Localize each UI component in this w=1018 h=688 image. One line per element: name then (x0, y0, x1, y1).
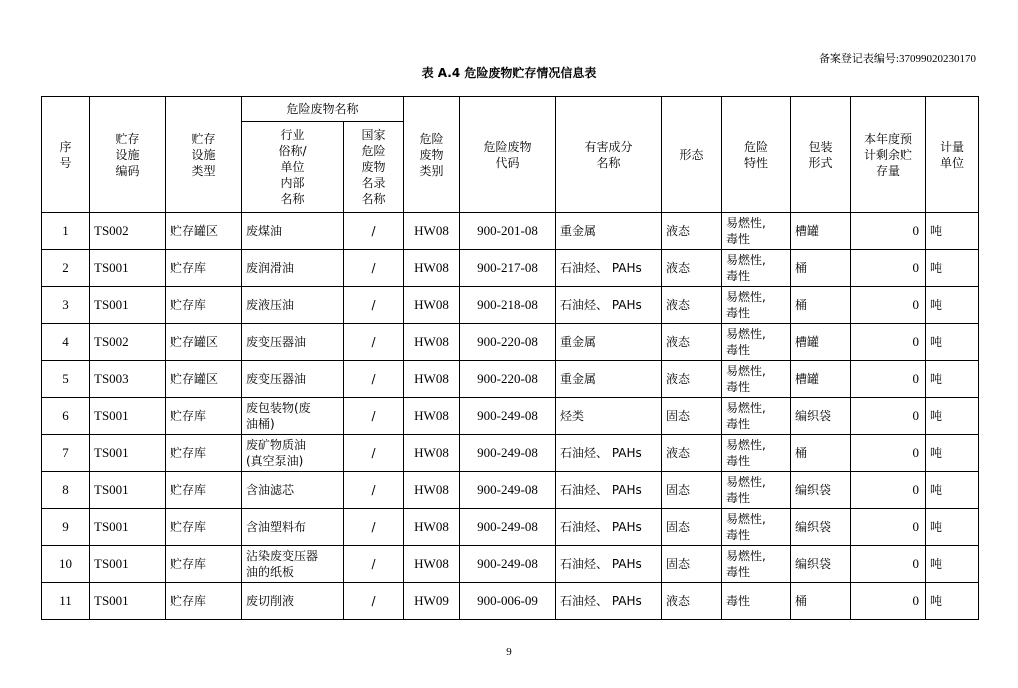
category-cell: HW08 (404, 250, 460, 287)
form-cell: 液态 (662, 287, 722, 324)
seq-cell: 8 (42, 472, 90, 509)
packaging-cell: 槽罐 (791, 213, 851, 250)
property-cell: 毒性 (722, 583, 791, 620)
packaging-cell: 编织袋 (791, 472, 851, 509)
facility-type-cell: 贮存库 (166, 435, 242, 472)
national-name-cell: / (344, 398, 404, 435)
industry-name-cell: 废煤油 (242, 213, 344, 250)
facility-code-cell: TS001 (90, 583, 166, 620)
remaining-cell: 0 (851, 361, 926, 398)
table-row (42, 435, 979, 472)
national-name-cell: / (344, 546, 404, 583)
header-seq: 序 号 (42, 97, 90, 213)
code-cell: 900-220-08 (460, 361, 556, 398)
unit-cell: 吨 (926, 398, 979, 435)
code-cell: 900-217-08 (460, 250, 556, 287)
table-row (42, 287, 979, 324)
table-row (42, 509, 979, 546)
facility-code-cell: TS003 (90, 361, 166, 398)
facility-type-cell: 贮存库 (166, 546, 242, 583)
table-row (42, 546, 979, 583)
unit-cell: 吨 (926, 509, 979, 546)
property-cell: 易燃性, 毒性 (722, 287, 791, 324)
category-cell: HW08 (404, 324, 460, 361)
harmful-cell: 石油烃、 PAHs (556, 583, 662, 620)
unit-cell: 吨 (926, 435, 979, 472)
seq-cell: 10 (42, 546, 90, 583)
property-cell: 易燃性, 毒性 (722, 546, 791, 583)
packaging-cell: 桶 (791, 583, 851, 620)
remaining-cell: 0 (851, 398, 926, 435)
harmful-cell: 石油烃、 PAHs (556, 509, 662, 546)
facility-code-cell: TS001 (90, 398, 166, 435)
code-cell: 900-249-08 (460, 472, 556, 509)
table-body (42, 213, 979, 620)
packaging-cell: 桶 (791, 287, 851, 324)
national-name-cell: / (344, 250, 404, 287)
facility-code-cell: TS002 (90, 213, 166, 250)
header-code: 危险废物 代码 (460, 97, 556, 213)
unit-cell: 吨 (926, 583, 979, 620)
header-waste-name-group: 危险废物名称 (242, 97, 404, 122)
unit-cell: 吨 (926, 250, 979, 287)
form-cell: 液态 (662, 583, 722, 620)
harmful-cell: 重金属 (556, 361, 662, 398)
facility-code-cell: TS001 (90, 472, 166, 509)
seq-cell: 1 (42, 213, 90, 250)
facility-code-cell: TS001 (90, 509, 166, 546)
remaining-cell: 0 (851, 287, 926, 324)
category-cell: HW08 (404, 213, 460, 250)
property-cell: 易燃性, 毒性 (722, 361, 791, 398)
facility-type-cell: 贮存库 (166, 472, 242, 509)
facility-type-cell: 贮存库 (166, 398, 242, 435)
unit-cell: 吨 (926, 472, 979, 509)
seq-cell: 7 (42, 435, 90, 472)
industry-name-cell: 废润滑油 (242, 250, 344, 287)
facility-code-cell: TS001 (90, 287, 166, 324)
remaining-cell: 0 (851, 435, 926, 472)
harmful-cell: 石油烃、 PAHs (556, 546, 662, 583)
registration-number: 备案登记表编号:37099020230170 (818, 53, 976, 65)
code-cell: 900-249-08 (460, 546, 556, 583)
industry-name-cell: 废液压油 (242, 287, 344, 324)
header-packaging: 包装 形式 (791, 97, 851, 213)
seq-cell: 2 (42, 250, 90, 287)
property-cell: 易燃性, 毒性 (722, 472, 791, 509)
industry-name-cell: 含油塑料布 (242, 509, 344, 546)
facility-code-cell: TS001 (90, 546, 166, 583)
unit-cell: 吨 (926, 546, 979, 583)
category-cell: HW08 (404, 361, 460, 398)
unit-cell: 吨 (926, 324, 979, 361)
packaging-cell: 编织袋 (791, 398, 851, 435)
property-cell: 易燃性, 毒性 (722, 435, 791, 472)
facility-type-cell: 贮存库 (166, 509, 242, 546)
remaining-cell: 0 (851, 213, 926, 250)
page-number: 9 (506, 646, 512, 658)
harmful-cell: 石油烃、 PAHs (556, 287, 662, 324)
facility-type-cell: 贮存罐区 (166, 324, 242, 361)
form-cell: 固态 (662, 398, 722, 435)
form-cell: 液态 (662, 324, 722, 361)
packaging-cell: 槽罐 (791, 361, 851, 398)
national-name-cell: / (344, 472, 404, 509)
industry-name-cell: 废切削液 (242, 583, 344, 620)
facility-code-cell: TS002 (90, 324, 166, 361)
harmful-cell: 重金属 (556, 324, 662, 361)
seq-cell: 3 (42, 287, 90, 324)
code-cell: 900-201-08 (460, 213, 556, 250)
form-cell: 液态 (662, 213, 722, 250)
national-name-cell: / (344, 583, 404, 620)
national-name-cell: / (344, 509, 404, 546)
category-cell: HW08 (404, 398, 460, 435)
category-cell: HW08 (404, 435, 460, 472)
code-cell: 900-218-08 (460, 287, 556, 324)
code-cell: 900-006-09 (460, 583, 556, 620)
property-cell: 易燃性, 毒性 (722, 398, 791, 435)
category-cell: HW08 (404, 509, 460, 546)
category-cell: HW08 (404, 546, 460, 583)
table-row (42, 583, 979, 620)
header-form: 形态 (662, 97, 722, 213)
packaging-cell: 槽罐 (791, 324, 851, 361)
seq-cell: 5 (42, 361, 90, 398)
harmful-cell: 石油烃、 PAHs (556, 435, 662, 472)
facility-code-cell: TS001 (90, 435, 166, 472)
industry-name-cell: 废变压器油 (242, 324, 344, 361)
national-name-cell: / (344, 287, 404, 324)
facility-type-cell: 贮存库 (166, 250, 242, 287)
category-cell: HW09 (404, 583, 460, 620)
hazardous-waste-storage-table (41, 96, 979, 620)
unit-cell: 吨 (926, 361, 979, 398)
facility-type-cell: 贮存库 (166, 583, 242, 620)
header-harmful-components: 有害成分 名称 (556, 97, 662, 213)
packaging-cell: 桶 (791, 250, 851, 287)
table-row (42, 472, 979, 509)
unit-cell: 吨 (926, 287, 979, 324)
header-remaining: 本年度预 计剩余贮 存量 (851, 97, 926, 213)
property-cell: 易燃性, 毒性 (722, 213, 791, 250)
form-cell: 固态 (662, 546, 722, 583)
remaining-cell: 0 (851, 472, 926, 509)
header-property: 危险 特性 (722, 97, 791, 213)
packaging-cell: 桶 (791, 435, 851, 472)
property-cell: 易燃性, 毒性 (722, 509, 791, 546)
facility-type-cell: 贮存罐区 (166, 213, 242, 250)
header-national-name: 国家 危险 废物 名录 名称 (344, 122, 404, 213)
national-name-cell: / (344, 324, 404, 361)
table-row (42, 213, 979, 250)
industry-name-cell: 废矿物质油 (真空泵油) (242, 435, 344, 472)
industry-name-cell: 含油滤芯 (242, 472, 344, 509)
remaining-cell: 0 (851, 583, 926, 620)
industry-name-cell: 废包装物(废 油桶) (242, 398, 344, 435)
harmful-cell: 石油烃、 PAHs (556, 472, 662, 509)
seq-cell: 4 (42, 324, 90, 361)
packaging-cell: 编织袋 (791, 546, 851, 583)
harmful-cell: 烃类 (556, 398, 662, 435)
property-cell: 易燃性, 毒性 (722, 250, 791, 287)
code-cell: 900-249-08 (460, 435, 556, 472)
form-cell: 液态 (662, 361, 722, 398)
national-name-cell: / (344, 435, 404, 472)
harmful-cell: 石油烃、 PAHs (556, 250, 662, 287)
remaining-cell: 0 (851, 250, 926, 287)
header-category: 危险 废物 类别 (404, 97, 460, 213)
header-industry-name: 行业 俗称/ 单位 内部 名称 (242, 122, 344, 213)
seq-cell: 11 (42, 583, 90, 620)
remaining-cell: 0 (851, 546, 926, 583)
form-cell: 液态 (662, 435, 722, 472)
header-facility-code: 贮存 设施 编码 (90, 97, 166, 213)
remaining-cell: 0 (851, 324, 926, 361)
facility-code-cell: TS001 (90, 250, 166, 287)
national-name-cell: / (344, 213, 404, 250)
form-cell: 固态 (662, 472, 722, 509)
facility-type-cell: 贮存罐区 (166, 361, 242, 398)
form-cell: 液态 (662, 250, 722, 287)
table-row (42, 398, 979, 435)
code-cell: 900-249-08 (460, 509, 556, 546)
seq-cell: 6 (42, 398, 90, 435)
harmful-cell: 重金属 (556, 213, 662, 250)
table-title: 表 A.4 危险废物贮存情况信息表 (421, 66, 597, 80)
header-unit: 计量 单位 (926, 97, 979, 213)
table-row (42, 324, 979, 361)
unit-cell: 吨 (926, 213, 979, 250)
form-cell: 固态 (662, 509, 722, 546)
remaining-cell: 0 (851, 509, 926, 546)
seq-cell: 9 (42, 509, 90, 546)
packaging-cell: 编织袋 (791, 509, 851, 546)
category-cell: HW08 (404, 287, 460, 324)
code-cell: 900-220-08 (460, 324, 556, 361)
table-row (42, 250, 979, 287)
category-cell: HW08 (404, 472, 460, 509)
national-name-cell: / (344, 361, 404, 398)
property-cell: 易燃性, 毒性 (722, 324, 791, 361)
table-row (42, 361, 979, 398)
code-cell: 900-249-08 (460, 398, 556, 435)
header-facility-type: 贮存 设施 类型 (166, 97, 242, 213)
industry-name-cell: 沾染废变压器 油的纸板 (242, 546, 344, 583)
facility-type-cell: 贮存库 (166, 287, 242, 324)
industry-name-cell: 废变压器油 (242, 361, 344, 398)
